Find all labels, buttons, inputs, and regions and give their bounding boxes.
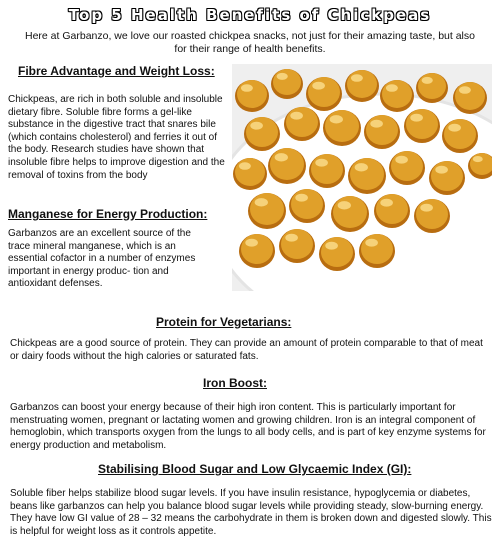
chickpea	[333, 196, 367, 228]
chickpea	[406, 109, 438, 139]
chickpea-highlight	[386, 84, 398, 91]
heading-protein: Protein for Vegetarians:	[156, 315, 292, 329]
chickpea-highlight	[435, 166, 448, 174]
chickpea-highlight	[351, 74, 363, 81]
chickpea-highlight	[410, 114, 423, 122]
chickpea-highlight	[255, 198, 268, 206]
chickpea-highlight	[285, 234, 298, 242]
chickpea	[235, 158, 265, 186]
chickpeas-photo	[232, 64, 492, 291]
chickpea	[444, 119, 476, 149]
chickpea-highlight	[241, 84, 253, 91]
body-fibre: Chickpeas, are rich in both soluble and insoluble dietary fibre. Soluble fibre forms a gel-like substance in the digestive tract that snares bile (which contains cholesterol) and ferries it out of the body. Research studies have shown that insoluble fibre helps to improve digestion and the removal of toxins from the body	[8, 94, 225, 181]
chickpea	[281, 229, 313, 259]
heading-iron: Iron Boost:	[203, 376, 267, 390]
chickpea	[416, 199, 448, 229]
body-blood-sugar: Soluble fiber helps stabilize blood sugar levels. If you have insulin resistance, hypoglycemia or diabetes, beans like garbanzos can help you balance blood sugar levels while providing steady, slow-burning energy. They have low GI value of 28 – 32 means the carbohydrate in them is broken down and digested slowly. This is helpful for weight loss as it controls appetite.	[10, 488, 492, 537]
chickpea-highlight	[330, 115, 343, 123]
chickpea	[286, 107, 318, 137]
chickpea-highlight	[395, 156, 408, 164]
chickpea	[273, 69, 301, 95]
intro-text: Here at Garbanzo, we love our roasted chickpea snacks, not just for their amazing taste, but also for their range of health benefits.	[25, 30, 475, 55]
chickpea-highlight	[380, 199, 393, 207]
chickpea	[366, 115, 398, 145]
body-protein: Chickpeas are a good source of protein. They can provide an amount of protein comparable to that of meat or dairy foods without the high calories or saturated fats.	[10, 338, 483, 362]
chickpea-highlight	[275, 153, 288, 161]
chickpea-highlight	[325, 242, 338, 250]
chickpea-highlight	[355, 163, 368, 171]
heading-fibre: Fibre Advantage and Weight Loss:	[18, 64, 215, 78]
chickpea-highlight	[473, 156, 483, 162]
chickpea-highlight	[448, 124, 461, 132]
chickpea-highlight	[338, 201, 351, 209]
chickpea	[455, 82, 485, 110]
chickpea-highlight	[365, 239, 378, 247]
chickpea	[270, 148, 304, 180]
chickpea-highlight	[459, 86, 471, 93]
chickpea	[237, 80, 267, 108]
chickpea-highlight	[290, 112, 303, 120]
chickpea	[347, 70, 377, 98]
chickpea	[382, 80, 412, 108]
chickpea	[325, 110, 359, 142]
chickpea	[376, 194, 408, 224]
chickpea	[418, 73, 446, 99]
chickpea-highlight	[295, 194, 308, 202]
chickpea	[291, 189, 323, 219]
chickpea-highlight	[239, 162, 251, 169]
chickpea	[361, 234, 393, 264]
chickpeas-image	[232, 64, 492, 291]
body-iron: Garbanzos can boost your energy because of their high iron content. This is particularly important for menstruating women, pregnant or lactating women and growing children. Iron is an integral component of hemoglobin, which transports oxygen from the lungs to all body cells, and is part of key enzyme systems for energy production and metabolism.	[10, 402, 486, 451]
chickpea	[241, 234, 273, 264]
chickpea-highlight	[245, 239, 258, 247]
chickpea-highlight	[370, 120, 383, 128]
chickpea-highlight	[277, 73, 288, 80]
chickpea	[311, 154, 343, 184]
heading-blood-sugar: Stabilising Blood Sugar and Low Glycaemic Index (GI):	[98, 462, 412, 476]
chickpea	[250, 193, 284, 225]
chickpea-highlight	[422, 77, 433, 84]
chickpea-highlight	[312, 82, 325, 90]
chickpea	[308, 77, 340, 107]
body-manganese: Garbanzos are an excellent source of the trace mineral manganese, which is an essential cofactor in a number of enzymes important in energy produc- tion and antioxidant defenses.	[8, 228, 196, 290]
chickpea	[431, 161, 463, 191]
chickpea	[350, 158, 384, 190]
chickpea	[391, 151, 423, 181]
chickpea	[321, 237, 353, 267]
chickpea-highlight	[420, 204, 433, 212]
heading-manganese: Manganese for Energy Production:	[8, 207, 208, 221]
chickpea-highlight	[315, 159, 328, 167]
page-title: Top 5 Health Benefits of Chickpeas	[68, 6, 432, 24]
chickpea-highlight	[250, 122, 263, 130]
chickpea	[246, 117, 278, 147]
